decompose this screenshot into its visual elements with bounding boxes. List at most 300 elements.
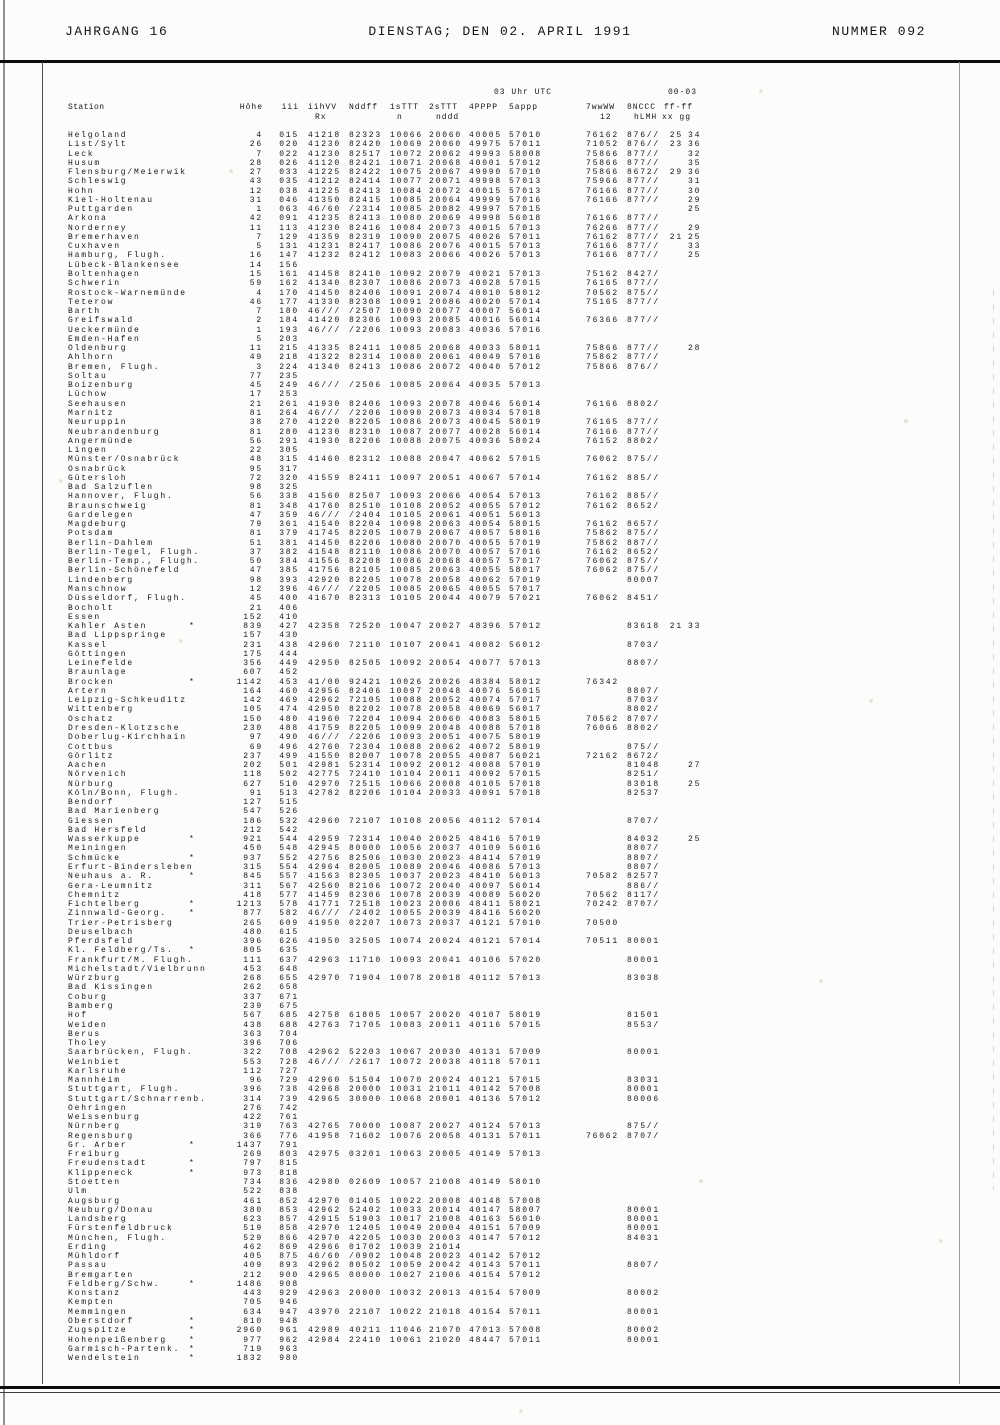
8nccc-group: 8807/	[627, 853, 661, 863]
5appp-group: 57008	[509, 1326, 543, 1336]
iihvv-group: 46///	[308, 307, 342, 317]
7wwww-group: 76062	[586, 594, 620, 604]
2sttt-group: 20038	[429, 1057, 463, 1067]
2sttt-group: 20048	[429, 724, 463, 733]
2sttt-group: 20023	[429, 872, 463, 882]
station-name: Freiburg	[68, 1150, 121, 1160]
2sttt-group: 20027	[429, 1122, 463, 1132]
station-row	[43, 844, 959, 853]
1sttt-group: 10085	[390, 585, 424, 595]
5appp-group: 56013	[509, 872, 543, 882]
7wwww-group: 75866	[586, 158, 620, 168]
iii-value: 161	[279, 269, 299, 279]
nddff-group: 01405	[349, 1196, 383, 1206]
iihvv-group: 46///	[308, 510, 342, 520]
iihvv-group: 42956	[308, 686, 342, 696]
1sttt-group: 10098	[390, 520, 424, 530]
hoehe-value: 127	[243, 798, 263, 808]
nddff-group: 82202	[349, 705, 383, 715]
nddff-group: 40211	[349, 1326, 383, 1336]
station-row	[43, 261, 959, 270]
1sttt-group: 10033	[390, 1205, 424, 1215]
nddff-group: 72410	[349, 770, 383, 780]
station-name: Bremerhaven	[68, 232, 141, 242]
hoehe-value: 142	[243, 696, 263, 706]
1sttt-group: 10097	[390, 473, 424, 483]
7wwww-group: 72162	[586, 751, 620, 761]
station-row	[43, 1141, 959, 1150]
5appp-group: 57018	[509, 408, 543, 418]
nddff-group: 82414	[349, 177, 383, 187]
2sttt-group: 20041	[429, 955, 463, 965]
station-name: Oehringen	[68, 1103, 128, 1113]
nddff-group: 22107	[349, 1307, 383, 1317]
1sttt-group: 10092	[390, 659, 424, 669]
hoehe-value: 623	[243, 1215, 263, 1225]
5appp-group: 57019	[509, 575, 543, 585]
2sttt-group: 20037	[429, 918, 463, 928]
iihvv-group: 41559	[308, 473, 342, 483]
2sttt-group: 20018	[429, 974, 463, 984]
station-name: Zinnwald-Georg.	[68, 909, 168, 919]
station-name: Zugspitze	[68, 1326, 128, 1336]
hoehe-value: 409	[243, 1261, 263, 1271]
ff-gg-value: 34	[688, 131, 702, 140]
station-name: Berus	[68, 1029, 102, 1039]
5appp-group: 58019	[509, 733, 543, 743]
iii-value: 947	[279, 1307, 299, 1317]
hoehe-value: 237	[243, 751, 263, 761]
iii-value: 961	[279, 1326, 299, 1336]
4pppp-group: 40136	[469, 1094, 503, 1104]
station-row	[43, 854, 959, 863]
1sttt-group: 10078	[390, 974, 424, 984]
col-ff-ff: ff-ff	[664, 103, 694, 112]
2sttt-group: 20079	[429, 269, 463, 279]
iihvv-group: 46///	[308, 408, 342, 418]
station-row	[43, 993, 959, 1002]
nddff-group: 82319	[349, 232, 383, 242]
hoehe-value: 164	[243, 686, 263, 696]
station-row	[43, 622, 959, 631]
hoehe-value: 921	[243, 835, 263, 845]
col-5appp: 5appp	[509, 103, 539, 112]
iii-value: 170	[279, 288, 299, 298]
8nccc-group: 877//	[627, 353, 661, 363]
hoehe-value: 43	[249, 177, 263, 187]
iii-value: 385	[279, 566, 299, 576]
nddff-group: /2507	[349, 307, 383, 317]
marker-dot: *	[189, 872, 196, 882]
4pppp-group: 40062	[469, 575, 503, 585]
station-row	[43, 585, 959, 594]
7wwww-group: 76166	[586, 214, 620, 224]
hoehe-value: 105	[243, 705, 263, 715]
nddff-group: 82422	[349, 168, 383, 178]
1sttt-group: 10088	[390, 742, 424, 752]
8nccc-group: 82537	[627, 788, 661, 798]
2sttt-group: 20076	[429, 242, 463, 252]
hoehe-value: 380	[243, 1205, 263, 1215]
4pppp-group: 40131	[469, 1131, 503, 1141]
nddff-group: 82310	[349, 427, 383, 437]
iihvv-group: 41/00	[308, 677, 342, 687]
station-name: Hohenpeißenberg	[68, 1335, 168, 1345]
ff-gg-value: 33	[688, 242, 702, 252]
7wwww-group: 76166	[586, 195, 620, 205]
iii-value: 338	[279, 492, 299, 502]
8nccc-group: 8707/	[627, 1131, 661, 1141]
marker-dot: *	[189, 1344, 196, 1354]
station-row	[43, 1336, 959, 1345]
hoehe-value: 363	[243, 1029, 263, 1039]
iii-value: 866	[279, 1233, 299, 1243]
5appp-group: 58012	[509, 288, 543, 298]
marker-dot: *	[189, 946, 196, 956]
1sttt-group: 10092	[390, 761, 424, 771]
ff-gg-value: 31	[688, 177, 702, 187]
4pppp-group: 40075	[469, 733, 503, 743]
1sttt-group: 10088	[390, 455, 424, 465]
4pppp-group: 40112	[469, 974, 503, 984]
8nccc-group: 875//	[627, 529, 661, 539]
hoehe-value: 112	[243, 1066, 263, 1076]
iihvv-group: 41230	[308, 140, 342, 150]
8nccc-group: 8802/	[627, 705, 661, 715]
hoehe-value: 461	[243, 1196, 263, 1206]
hoehe-value: 11	[249, 223, 263, 233]
4pppp-group: 40062	[469, 455, 503, 465]
5appp-group: 58024	[509, 436, 543, 446]
station-name: Ueckermünde	[68, 325, 141, 335]
iihvv-group: 41218	[308, 131, 342, 140]
station-name: Marnitz	[68, 408, 115, 418]
4pppp-group: 47013	[469, 1326, 503, 1336]
1sttt-group: 10055	[390, 909, 424, 919]
7wwww-group: 76166	[586, 427, 620, 437]
iii-value: 704	[279, 1029, 299, 1039]
7wwww-group: 76062	[586, 1131, 620, 1141]
4pppp-group: 40079	[469, 594, 503, 604]
iihvv-group: 46/60	[308, 1252, 342, 1262]
iihvv-group: 41330	[308, 297, 342, 307]
hoehe-value: 12	[249, 186, 263, 196]
nddff-group: 82312	[349, 455, 383, 465]
station-name: Garmisch-Partenk.	[68, 1344, 181, 1354]
station-row	[43, 604, 959, 613]
station-name: Bendorf	[68, 798, 115, 808]
station-row	[43, 1122, 959, 1131]
7wwww-group: 70242	[586, 900, 620, 910]
2sttt-group: 20024	[429, 937, 463, 947]
ff-gg-value: 36	[688, 168, 702, 178]
7wwww-group: 76342	[586, 677, 620, 687]
station-name: Teterow	[68, 297, 115, 307]
5appp-group: 57012	[509, 1233, 543, 1243]
1sttt-group: 10039	[390, 1242, 424, 1252]
iii-value: 763	[279, 1122, 299, 1132]
iihvv-group: 43970	[308, 1307, 342, 1317]
col-12: 12	[600, 112, 612, 122]
nddff-group: 00000	[349, 1270, 383, 1280]
8nccc-group: 80002	[627, 1326, 661, 1336]
col-rx: Rx	[315, 112, 327, 122]
nddff-group: 72518	[349, 900, 383, 910]
observation-time-label: 03 Uhr UTC	[494, 88, 553, 97]
5appp-group: 57013	[509, 1122, 543, 1132]
issue-label: NUMMER 092	[831, 24, 926, 39]
station-name: Neubrandenburg	[68, 427, 161, 437]
station-row	[43, 233, 959, 242]
2sttt-group: 20051	[429, 473, 463, 483]
4pppp-group: 48416	[469, 909, 503, 919]
5appp-group: 58011	[509, 344, 543, 354]
station-row	[43, 251, 959, 260]
station-name: Weiden	[68, 1020, 108, 1030]
nddff-group: 82205	[349, 529, 383, 539]
2sttt-group: 21070	[429, 1326, 463, 1336]
1sttt-group: 10079	[390, 529, 424, 539]
nddff-group: 82510	[349, 501, 383, 511]
iihvv-group: 42965	[308, 1094, 342, 1104]
station-name: Wendelstein	[68, 1354, 141, 1364]
8nccc-group: 8703/	[627, 640, 661, 650]
1sttt-group: 10069	[390, 140, 424, 150]
hoehe-value: 59	[249, 279, 263, 289]
5appp-group: 57012	[509, 1270, 543, 1280]
station-name: Schleswig	[68, 177, 128, 187]
station-row	[43, 1215, 959, 1224]
bottom-rule	[0, 1386, 1000, 1389]
station-row	[43, 937, 959, 946]
station-row	[43, 909, 959, 918]
nddff-group: 82410	[349, 269, 383, 279]
8nccc-group: 8807/	[627, 862, 661, 872]
iihvv-group: 41556	[308, 557, 342, 567]
iii-value: 235	[279, 371, 299, 381]
ff-gg-value: 30	[688, 186, 702, 196]
station-row	[43, 631, 959, 640]
station-row	[43, 279, 959, 288]
1sttt-group: 10094	[390, 714, 424, 724]
1sttt-group: 10078	[390, 705, 424, 715]
iii-value: 742	[279, 1103, 299, 1113]
5appp-group: 58012	[509, 677, 543, 687]
station-name: Wasserkuppe	[68, 835, 141, 845]
hoehe-value: 17	[249, 390, 263, 400]
2sttt-group: 20011	[429, 1020, 463, 1030]
station-row	[43, 733, 959, 742]
hoehe-value: 28	[249, 158, 263, 168]
col-n: n	[397, 112, 403, 122]
7wwww-group: 76166	[586, 251, 620, 261]
hoehe-value: 152	[243, 612, 263, 622]
2sttt-group: 20054	[429, 659, 463, 669]
5appp-group: 57012	[509, 622, 543, 632]
hoehe-value: 405	[243, 1252, 263, 1262]
hoehe-value: 529	[243, 1233, 263, 1243]
5appp-group: 57009	[509, 1048, 543, 1058]
7wwww-group: 76152	[586, 436, 620, 446]
7wwww-group: 70562	[586, 890, 620, 900]
hoehe-value: 186	[243, 816, 263, 826]
4pppp-group: 40007	[469, 307, 503, 317]
7wwww-group: 76366	[586, 316, 620, 326]
1sttt-group: 10086	[390, 418, 424, 428]
1sttt-group: 10105	[390, 510, 424, 520]
iii-value: 900	[279, 1270, 299, 1280]
4pppp-group: 40033	[469, 344, 503, 354]
7wwww-group: 76166	[586, 242, 620, 252]
8nccc-group: 877//	[627, 427, 661, 437]
7wwww-group: 75862	[586, 529, 620, 539]
8nccc-group: 877//	[627, 214, 661, 224]
ff-gg-value: 33	[688, 622, 702, 632]
hoehe-value: 22	[249, 446, 263, 456]
station-row	[43, 1030, 959, 1039]
ff-gg-value: 32	[688, 149, 702, 159]
1sttt-group: 10073	[390, 918, 424, 928]
5appp-group: 57015	[509, 1020, 543, 1030]
1sttt-group: 10087	[390, 427, 424, 437]
hoehe-value: 396	[243, 1039, 263, 1049]
5appp-group: 57018	[509, 779, 543, 789]
iii-value: 776	[279, 1131, 299, 1141]
iii-value: 038	[279, 186, 299, 196]
time-header-row	[43, 88, 959, 98]
marker-dot: *	[189, 1335, 196, 1345]
4pppp-group: 40154	[469, 1307, 503, 1317]
iihvv-group: 42984	[308, 1335, 342, 1345]
8nccc-group: 8707/	[627, 816, 661, 826]
iihvv-group: 41230	[308, 149, 342, 159]
station-row	[43, 872, 959, 881]
nddff-group: 20000	[349, 1085, 383, 1095]
2sttt-group: 20070	[429, 538, 463, 548]
nddff-group: 82005	[349, 862, 383, 872]
7wwww-group: 76165	[586, 418, 620, 428]
5appp-group: 56014	[509, 316, 543, 326]
hoehe-value: 314	[243, 1094, 263, 1104]
2sttt-group: 20056	[429, 816, 463, 826]
nddff-group: 82411	[349, 344, 383, 354]
8nccc-group: 80001	[627, 1085, 661, 1095]
hoehe-value: 2960	[236, 1326, 263, 1336]
nddff-group: 82416	[349, 223, 383, 233]
hoehe-value: 7	[256, 307, 263, 317]
hoehe-value: 118	[243, 770, 263, 780]
4pppp-group: 40089	[469, 890, 503, 900]
4pppp-group: 48411	[469, 900, 503, 910]
4pppp-group: 40026	[469, 251, 503, 261]
hoehe-value: 396	[243, 937, 263, 947]
hoehe-value: 111	[243, 955, 263, 965]
4pppp-group: 40151	[469, 1224, 503, 1234]
station-name: Regensburg	[68, 1131, 135, 1141]
station-name: München, Flugh.	[68, 1233, 168, 1243]
hoehe-value: 7	[256, 149, 263, 159]
ff-gg-value: 29	[688, 195, 702, 205]
station-name: Göttingen	[68, 649, 128, 659]
iii-value: 215	[279, 344, 299, 354]
4pppp-group: 40149	[469, 1178, 503, 1188]
hoehe-value: 547	[243, 807, 263, 817]
station-name: Neuhaus a. R.	[68, 872, 154, 882]
iihvv-group: 41670	[308, 594, 342, 604]
1sttt-group: 10085	[390, 566, 424, 576]
station-row	[43, 659, 959, 668]
station-name: Würzburg	[68, 974, 121, 984]
hoehe-value: 1832	[236, 1354, 263, 1364]
1sttt-group: 10049	[390, 1224, 424, 1234]
4pppp-group: 40072	[469, 742, 503, 752]
nddff-group: 82306	[349, 890, 383, 900]
5appp-group: 57012	[509, 1252, 543, 1262]
5appp-group: 57013	[509, 492, 543, 502]
1sttt-group: 10027	[390, 1270, 424, 1280]
col-nddff: Nddff	[349, 103, 379, 112]
1sttt-group: 10083	[390, 1020, 424, 1030]
nddff-group: 82307	[349, 279, 383, 289]
1sttt-group: 10068	[390, 1094, 424, 1104]
station-row	[43, 705, 959, 714]
1sttt-group: 10105	[390, 594, 424, 604]
1sttt-group: 10090	[390, 307, 424, 317]
hoehe-value: 422	[243, 1113, 263, 1123]
1sttt-group: 10093	[390, 399, 424, 409]
station-row	[43, 187, 959, 196]
5appp-group: 57013	[509, 186, 543, 196]
1sttt-group: 10090	[390, 232, 424, 242]
hoehe-value: 42	[249, 214, 263, 224]
station-row	[43, 1206, 959, 1215]
station-name: Klippeneck	[68, 1168, 135, 1178]
iii-value: 156	[279, 260, 299, 270]
station-row	[43, 1261, 959, 1270]
station-name: Bremen, Flugh.	[68, 362, 161, 372]
8nccc-group: 81501	[627, 1011, 661, 1021]
iii-value: 963	[279, 1344, 299, 1354]
8nccc-group: 83038	[627, 974, 661, 984]
hoehe-value: 269	[243, 1150, 263, 1160]
station-name: Brocken	[68, 677, 115, 687]
8nccc-group: 8652/	[627, 501, 661, 511]
col-station: Station	[68, 103, 105, 112]
iii-value: 444	[279, 649, 299, 659]
8nccc-group: 877//	[627, 232, 661, 242]
ff-gg-value: 25	[688, 779, 702, 789]
iihvv-group: 42959	[308, 835, 342, 845]
iihvv-group: 42981	[308, 761, 342, 771]
1sttt-group: 10078	[390, 890, 424, 900]
5appp-group: 58008	[509, 149, 543, 159]
4pppp-group: 40154	[469, 1270, 503, 1280]
iihvv-group: 41930	[308, 436, 342, 446]
col-hlmh: hLMH	[634, 112, 658, 122]
station-name: Nörvenich	[68, 770, 128, 780]
1sttt-group: 10089	[390, 862, 424, 872]
iii-value: 853	[279, 1205, 299, 1215]
8nccc-group: 8652/	[627, 547, 661, 557]
station-row	[43, 381, 959, 390]
hoehe-value: 47	[249, 510, 263, 520]
5appp-group: 57018	[509, 788, 543, 798]
iii-value: 836	[279, 1178, 299, 1188]
iii-value: 184	[279, 316, 299, 326]
4pppp-group: 40057	[469, 557, 503, 567]
iii-value: 393	[279, 575, 299, 585]
nddff-group: 02609	[349, 1178, 383, 1188]
